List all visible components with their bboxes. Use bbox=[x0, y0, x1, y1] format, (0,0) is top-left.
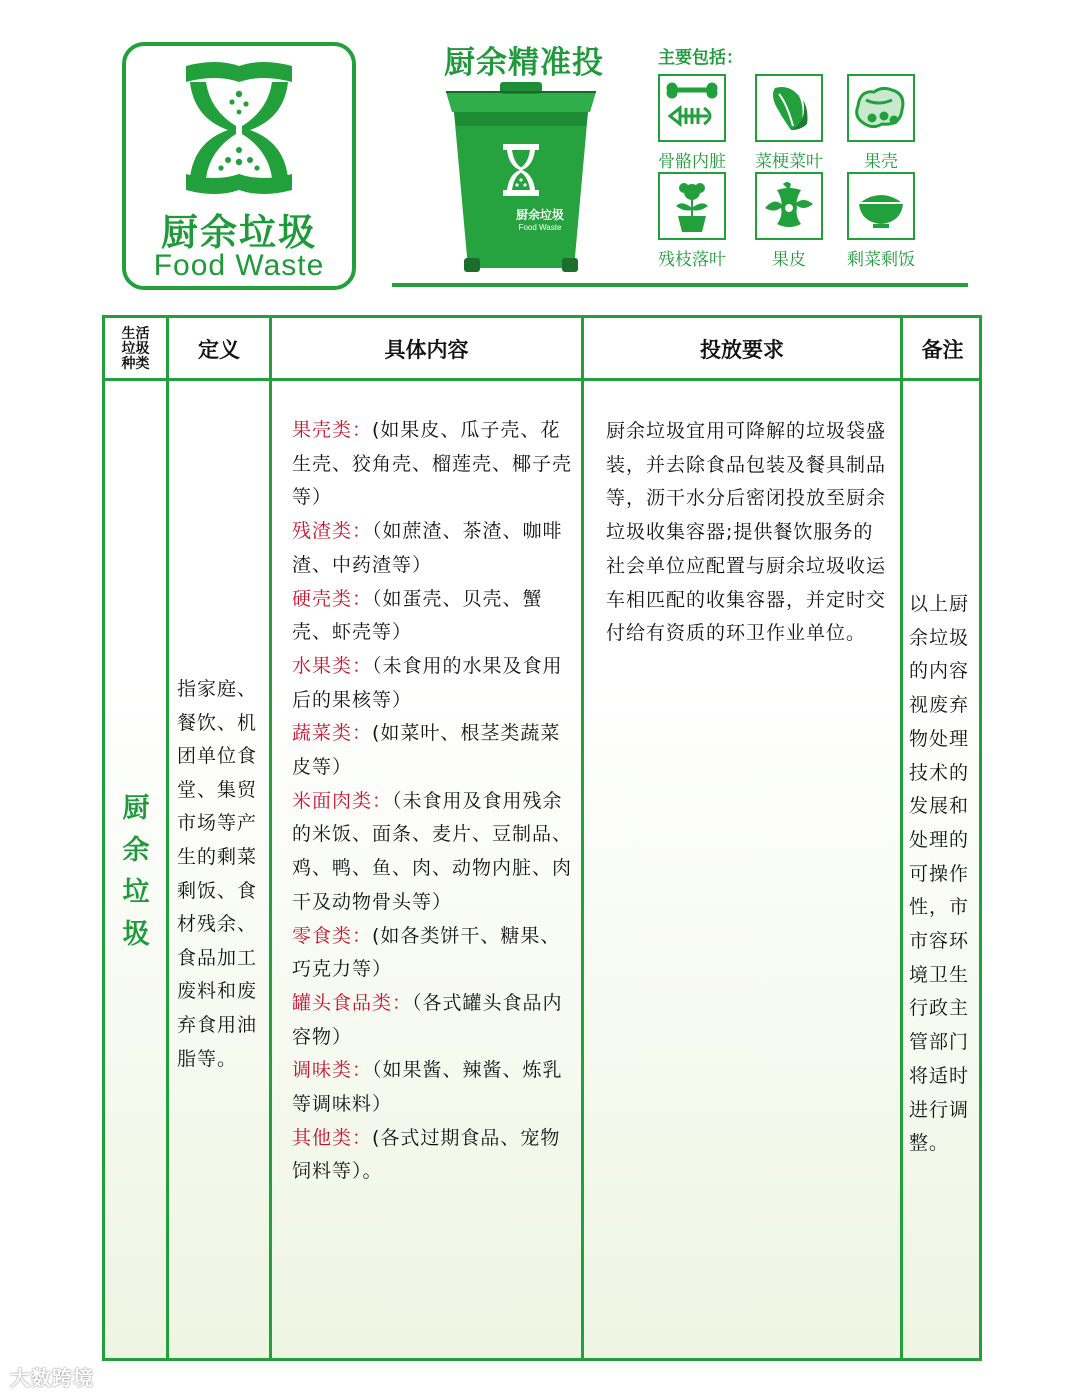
contents-list bbox=[292, 414, 577, 1189]
content-item bbox=[292, 1054, 577, 1121]
content-text: (如菜叶、根茎类蔬菜皮等） bbox=[292, 722, 561, 779]
content-text: (如各类饼干、糖果、巧克力等） bbox=[292, 924, 561, 981]
content-key: 硬壳类： bbox=[292, 587, 373, 610]
logo-title-en: Food Waste bbox=[153, 249, 325, 282]
content-item bbox=[292, 650, 577, 717]
content-item bbox=[292, 785, 577, 920]
category-item-shells bbox=[838, 74, 924, 172]
potted-plant-icon bbox=[658, 172, 726, 240]
content-text: （各式罐头食品内容物） bbox=[292, 991, 563, 1048]
watermark: 大数跨境 bbox=[10, 1366, 94, 1390]
content-key: 残渣类： bbox=[292, 520, 373, 543]
header-type: 生活 垃圾 种类 bbox=[121, 325, 150, 372]
category-label: 果壳 bbox=[864, 152, 898, 172]
content-text: （如蛋壳、贝壳、蟹壳、虾壳等） bbox=[292, 587, 543, 644]
green-bin-illustration bbox=[440, 78, 602, 278]
content-item bbox=[292, 515, 577, 582]
content-item bbox=[292, 583, 577, 650]
food-waste-table bbox=[102, 315, 982, 1361]
content-item bbox=[292, 414, 577, 515]
category-label: 菜梗菜叶 bbox=[755, 152, 823, 172]
header-notes: 备注 bbox=[921, 338, 964, 362]
content-text: （如果酱、辣酱、炼乳等调味料） bbox=[292, 1059, 563, 1116]
content-key: 调味类： bbox=[292, 1059, 373, 1082]
category-label: 骨骼内脏 bbox=[658, 152, 726, 172]
header-divider bbox=[392, 283, 968, 287]
content-item bbox=[292, 920, 577, 987]
bin-label-zh: 厨余垃圾 bbox=[515, 208, 564, 222]
content-key: 果壳类： bbox=[292, 419, 373, 441]
content-item bbox=[292, 1122, 577, 1189]
category-name: 厨 余 垃 圾 bbox=[122, 793, 150, 950]
content-text: (各式过期食品、宠物饲料等）。 bbox=[292, 1126, 561, 1183]
content-key: 罐头食品类： bbox=[292, 991, 413, 1014]
content-key: 米面肉类： bbox=[292, 789, 393, 812]
category-item-bones bbox=[649, 74, 735, 172]
food-waste-logo bbox=[122, 42, 356, 290]
bin-label-en: Food Waste bbox=[518, 223, 562, 232]
content-item bbox=[292, 987, 577, 1054]
category-label: 剩菜剩饭 bbox=[847, 250, 915, 270]
content-key: 水果类： bbox=[292, 654, 373, 677]
definition-text: 指家庭、餐饮、机团单位食堂、集贸市场等产生的剩菜剩饭、食材残余、食品加工废料和废弃食用油脂等。 bbox=[177, 678, 258, 1070]
bin-title: 厨余精准投 bbox=[444, 45, 604, 81]
category-item-branches bbox=[649, 172, 735, 270]
category-label: 残枝落叶 bbox=[658, 250, 726, 270]
logo-title-zh: 厨余垃圾 bbox=[161, 211, 317, 254]
category-item-vegetables bbox=[746, 74, 832, 172]
content-key: 零食类： bbox=[292, 924, 373, 947]
notes-text: 以上厨余垃圾的内容视废弃物处理技术的发展和处理的可操作性，市市容环境卫生行政主管部门将适时进行调整。 bbox=[909, 593, 970, 1155]
requirements-text: 厨余垃圾宜用可降解的垃圾袋盛装，并去除食品包装及餐具制品等，沥干水分后密闭投放至厨余垃圾收集容器;提供餐饮服务的社会单位应配置与厨余垃圾收运车相匹配的收集容器，并定时交付给有资质的环卫作业单位。 bbox=[606, 420, 887, 645]
content-text: (如果皮、瓜子壳、花生壳、狡角壳、榴莲壳、椰子壳等） bbox=[292, 419, 573, 509]
category-label: 果皮 bbox=[772, 250, 806, 270]
fish-bone-icon bbox=[658, 74, 726, 142]
content-key: 其他类： bbox=[292, 1126, 373, 1149]
content-text: （如蔗渣、茶渣、咖啡渣、中药渣等） bbox=[292, 520, 563, 576]
rice-bowl-icon bbox=[847, 172, 915, 240]
hourglass-icon bbox=[176, 58, 302, 198]
header-requirements: 投放要求 bbox=[700, 338, 784, 362]
includes-label: 主要包括： bbox=[658, 48, 743, 68]
category-item-peel bbox=[746, 172, 832, 270]
content-text: （未食用的水果及食用后的果核等） bbox=[292, 654, 563, 711]
content-text: （未食用及食用残余的米饭、面条、麦片、豆制品、鸡、鸭、鱼、肉、动物内脏、肉干及动物骨头等） bbox=[292, 789, 573, 913]
header-definition: 定义 bbox=[198, 338, 240, 362]
peanut-icon bbox=[847, 74, 915, 142]
content-key: 蔬菜类： bbox=[292, 722, 373, 745]
header-contents: 具体内容 bbox=[384, 338, 469, 362]
content-item bbox=[292, 717, 577, 784]
category-item-leftovers bbox=[838, 172, 924, 270]
cabbage-icon bbox=[755, 74, 823, 142]
apple-core-icon bbox=[755, 172, 823, 240]
